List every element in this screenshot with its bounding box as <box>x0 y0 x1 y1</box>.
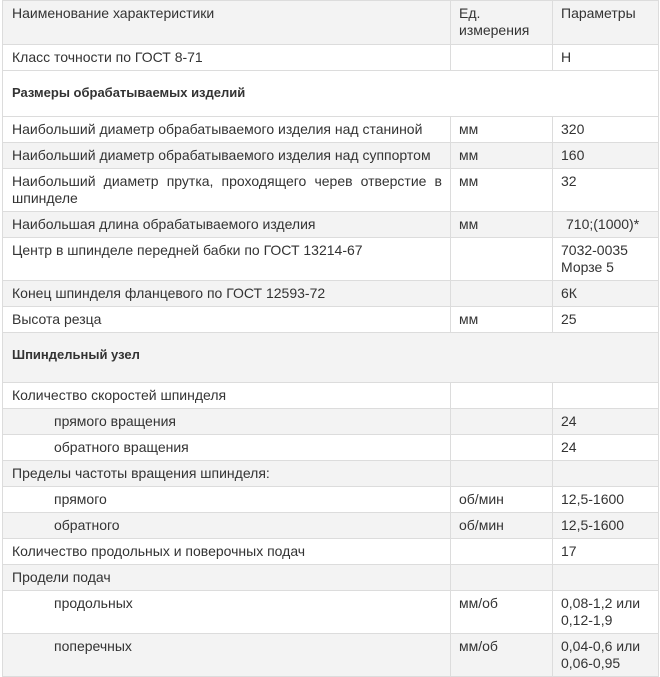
row-value-line2: 0,06-0,95 <box>561 655 621 671</box>
table-row <box>3 383 659 409</box>
table-row <box>3 461 659 487</box>
row-unit <box>451 45 553 71</box>
table-row <box>3 591 659 634</box>
row-unit <box>451 461 553 487</box>
row-value-line1: 0,04-0,6 или <box>561 638 641 654</box>
row-value <box>553 383 659 409</box>
row-name: прямого <box>3 487 451 513</box>
row-value <box>553 591 659 634</box>
row-value-line2: 0,12-1,9 <box>561 612 613 628</box>
row-unit: мм <box>451 307 553 333</box>
row-name: Конец шпинделя фланцевого по ГОСТ 12593-72 <box>3 281 451 307</box>
section-title: Шпиндельный узел <box>3 333 659 383</box>
header-value: Параметры <box>553 1 659 45</box>
row-value: Н <box>553 45 659 71</box>
row-unit: мм/об <box>451 591 553 634</box>
row-value: 25 <box>553 307 659 333</box>
row-value <box>553 461 659 487</box>
row-value: 12,5-1600 <box>553 487 659 513</box>
row-unit: мм <box>451 143 553 169</box>
section-row <box>3 333 659 383</box>
row-name: Высота резца <box>3 307 451 333</box>
table-row <box>3 212 659 238</box>
row-value-line1: 0,08-1,2 или <box>561 595 641 611</box>
table-row <box>3 143 659 169</box>
row-value: 710;(1000)* <box>553 212 659 238</box>
row-name: Наибольший диаметр обрабатываемого изделия над станиной <box>3 117 451 143</box>
row-name: Наибольшая длина обрабатываемого изделия <box>3 212 451 238</box>
row-unit: мм <box>451 212 553 238</box>
row-name: продольных <box>3 591 451 634</box>
header-unit-line1: Ед. <box>459 5 481 21</box>
row-unit: мм <box>451 169 553 212</box>
row-value <box>553 565 659 591</box>
table-row <box>3 281 659 307</box>
row-value: 24 <box>553 435 659 461</box>
row-name: поперечных <box>3 634 451 677</box>
table-row <box>3 634 659 677</box>
section-row <box>3 71 659 117</box>
row-unit <box>451 281 553 307</box>
row-value: 32 <box>553 169 659 212</box>
spec-table <box>2 0 659 677</box>
row-unit <box>451 383 553 409</box>
row-unit <box>451 565 553 591</box>
row-name: Количество скоростей шпинделя <box>3 383 451 409</box>
row-value <box>553 634 659 677</box>
row-name: Наибольший диаметр прутка, проходящего черев отверстие в шпинделе <box>3 169 451 212</box>
table-row <box>3 565 659 591</box>
header-unit-line2: измерения <box>459 22 530 38</box>
row-value: 6К <box>553 281 659 307</box>
row-name: прямого вращения <box>3 409 451 435</box>
row-unit <box>451 539 553 565</box>
table-row <box>3 117 659 143</box>
row-name: обратного <box>3 513 451 539</box>
row-value: 24 <box>553 409 659 435</box>
row-unit: об/мин <box>451 513 553 539</box>
table-row <box>3 435 659 461</box>
table-row <box>3 513 659 539</box>
header-name: Наименование характеристики <box>3 1 451 45</box>
table-row <box>3 307 659 333</box>
row-name: обратного вращения <box>3 435 451 461</box>
row-unit <box>451 238 553 281</box>
row-value: 160 <box>553 143 659 169</box>
table-header-row <box>3 1 659 45</box>
table-row <box>3 539 659 565</box>
row-unit: мм <box>451 117 553 143</box>
table-row <box>3 409 659 435</box>
table-row <box>3 238 659 281</box>
row-name: Класс точности по ГОСТ 8-71 <box>3 45 451 71</box>
row-unit <box>451 409 553 435</box>
table-row <box>3 45 659 71</box>
row-unit: мм/об <box>451 634 553 677</box>
row-name: Пределы частоты вращения шпинделя: <box>3 461 451 487</box>
row-value: 12,5-1600 <box>553 513 659 539</box>
row-name: Центр в шпинделе передней бабки по ГОСТ 13214-67 <box>3 238 451 281</box>
row-value: 320 <box>553 117 659 143</box>
header-unit <box>451 1 553 45</box>
row-unit: об/мин <box>451 487 553 513</box>
row-value <box>553 238 659 281</box>
row-unit <box>451 435 553 461</box>
row-name: Наибольший диаметр обрабатываемого изделия над суппортом <box>3 143 451 169</box>
row-name: Продели подач <box>3 565 451 591</box>
table-row <box>3 487 659 513</box>
row-value: 17 <box>553 539 659 565</box>
row-name: Количество продольных и поверочных подач <box>3 539 451 565</box>
section-title: Размеры обрабатываемых изделий <box>3 71 659 117</box>
table-row <box>3 169 659 212</box>
row-value-line2: Морзе 5 <box>561 259 614 275</box>
row-value-line1: 7032-0035 <box>561 242 628 258</box>
